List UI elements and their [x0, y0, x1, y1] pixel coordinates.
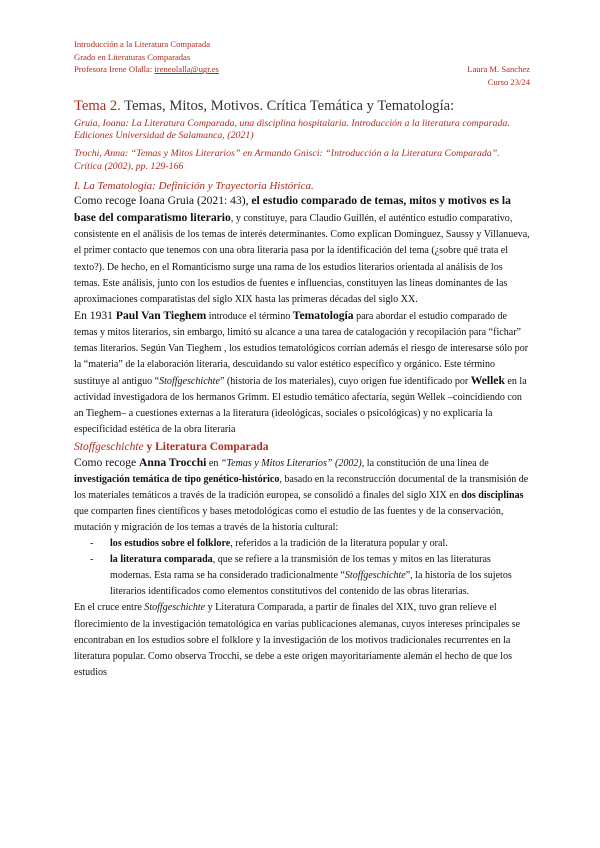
- disciplines-list: [74, 536, 530, 600]
- section-heading: I. La Tematología: Definición y Trayectoria Histórica.: [74, 180, 314, 193]
- paragraph-3: Como recoge Anna Trocchi en “Temas y Mitos Literarios” (2002), la constitución de una línea de investigación temática de tipo genético-histórico, basado en la reconstrucción documental de la transmisión de los materiales temáticos a través de la tradición europea, se consolidó a finales del siglo XIX en dos disciplinas que comparten fines científicos y bases metodológicas como el estudio de las fuentes y de la conservación, mutación y migración de los temas a través de la historia cultural:: [74, 455, 529, 533]
- list-item: - los estudios sobre el folklore, referidos a la tradición de la literatura popular y oral.: [90, 538, 448, 550]
- paragraph-4: En el cruce entre Stoffgeschichte y Literatura Comparada, a partir de finales del XIX, tuvo gran relieve el florecimiento de la investigación tematológica en varias publicaciones alemanas, cuyos intereses principales se encontraban en los estudios sobre el folklore y la investigación de los motivos tradicionales recurrentes en la literatura popular. Como observa Trocchi, se debe a este origen mayoritariamente alemán el hecho de que los estudios: [74, 602, 521, 678]
- header-professor: Profesora Irene Olalla: ireneolalla@ugr.es: [74, 64, 219, 75]
- title-number: Tema 2.: [74, 97, 121, 114]
- paragraph-1: Como recoge Ioana Gruia (2021: 43), el estudio comparado de temas, mitos y motivos es la base del comparatismo literario, y constituye, para Claudio Guillén, el auténtico estudio comparativo, consistente en el análisis de los temas de interés determinantes. Como explican Domínguez, Saussy y Villanueva, el primer contacto que tenemos con una obra literaria pasa por la identificación del tema (¿sobre qué trata el texto?). De hecho, en el Romanticismo surge una rama de los estudios literarios orientada al análisis de los temas. Este análisis, junto con los estudios de fuentes e influencias, constituyen las líneas dominantes de las aproximaciones comparatistas del siglo XIX hasta las primeras décadas del siglo XX.: [74, 194, 530, 305]
- header-year: Curso 23/24: [487, 76, 530, 87]
- list-item: - la literatura comparada, que se refiere a la transmisión de los temas y mitos en las literaturas modernas. Esta rama se ha considerado tradicionalmente “Stoffgeschichte”, la historia de los sujetos literarios identificados como elementos constitutivos del contenido de las obras literarias.: [90, 554, 512, 598]
- header-right: [467, 63, 530, 88]
- header-degree: Grado en Literaturas Comparadas: [74, 51, 191, 62]
- paragraph-2: En 1931 Paul Van Tieghem introduce el término Tematología para abordar el estudio comparado de temas y mitos literarios, sin embargo, limitó su alcance a una tarea de catalogación y recopilación para “fichar” temas literarios. Según Van Tieghem , los estudios tematológicos corrían además el riesgo de interesarse sólo por la “materia” de la elaboración literaria, descuidando su valor estético específico y orgánico. Este término sustituye al antiguo “Stoffgeschichte” (historia de los materiales), cuyo origen fue identificado por Wellek en la actividad investigadora de los hermanos Grimm. El estudio temático afectaría, según Wellek –coincidiendo con an Tieghem– a cuestiones externas a la literatura (ideológicas, sociales o psicológicas) y no explicaría la especificidad estética de la obra literaria: [74, 308, 529, 436]
- reference-trochi: Trochi, Anna: “Temas y Mitos Literarios” en Armando Gnisci: “Introducción a la Literatura Comparada”. Crítica (2002), pp. 129-166: [74, 147, 500, 172]
- document-page: [74, 38, 530, 681]
- title-text: Temas, Mitos, Motivos. Crítica Temática y Tematología:: [120, 97, 455, 114]
- header-course-title: Introducción a la Literatura Comparada: [74, 39, 211, 49]
- page-title: [74, 98, 530, 115]
- email-link[interactable]: ireneolalla@ugr.es: [154, 64, 219, 75]
- header-author: Laura M. Sanchez: [467, 64, 530, 74]
- page-header: [74, 38, 530, 76]
- subsection-heading: Stoffgeschichte y Literatura Comparada: [74, 440, 269, 453]
- reference-gruia: Gruia, Ioana: La Literatura Comparada, una disciplina hospitalaria. Introducción a la literatura comparada. Ediciones Universidad de Salamanca, (2021): [74, 117, 510, 142]
